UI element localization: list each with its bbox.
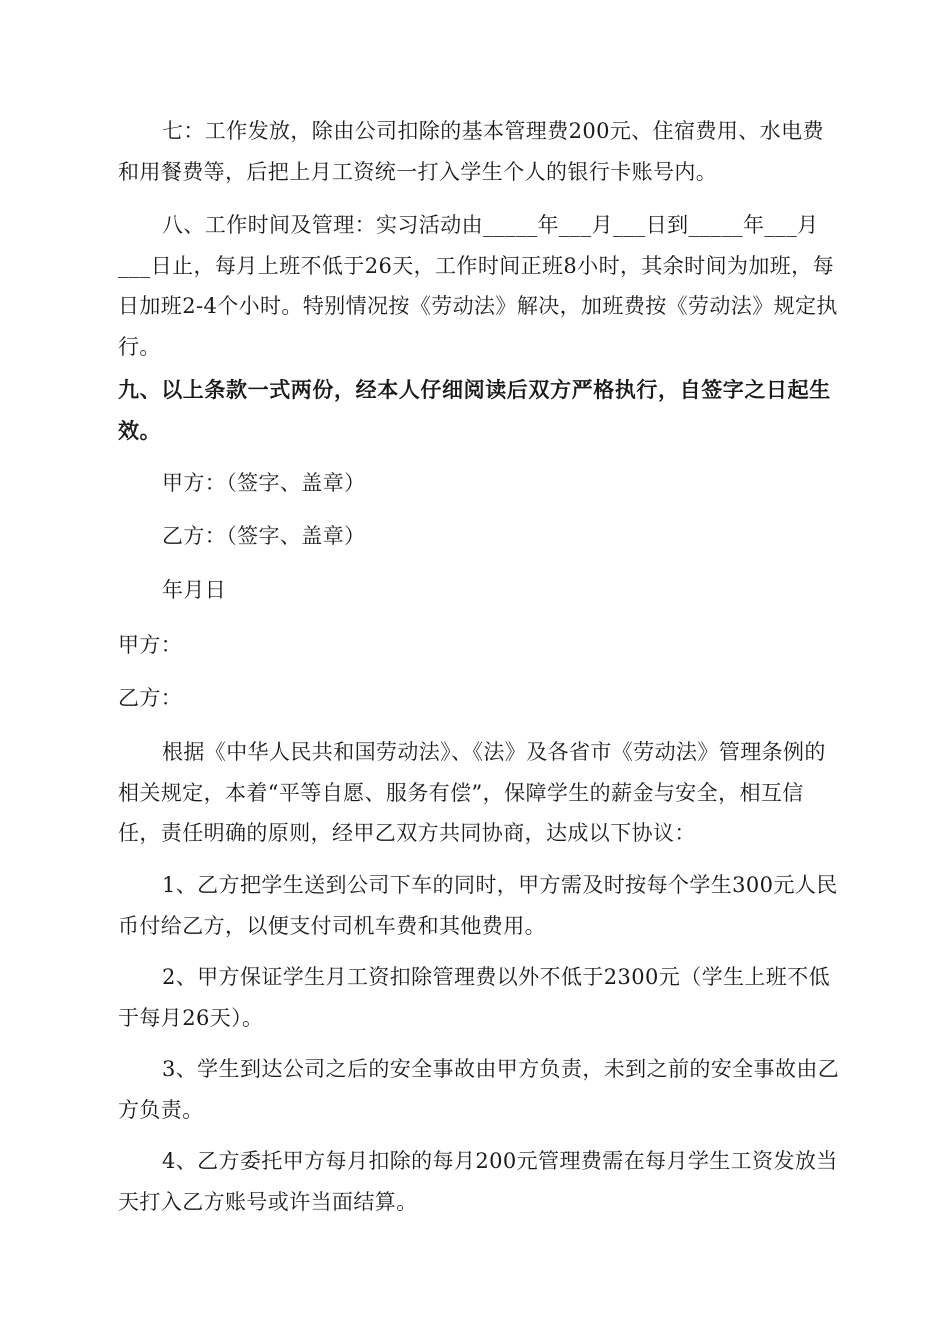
item-1-paragraph: 1、乙方把学生送到公司下车的同时，甲方需及时按每个学生300元人民币付给乙方，以便支付司机车费和其他费用。 [118, 873, 838, 938]
clause-9-heading: 九、以上条款一式两份，经本人仔细阅读后双方严格执行，自签字之日起生效。 [118, 378, 831, 443]
date-line: 年月日 [162, 578, 227, 602]
item-2-paragraph: 2、甲方保证学生月工资扣除管理费以外不低于2300元（学生上班不低于每月26天）。 [118, 965, 831, 1030]
party-b-signature-line: 乙方：（签字、盖章） [162, 524, 366, 548]
preamble-paragraph: 根据《中华人民共和国劳动法》、《法》及各省市《劳动法》管理条例的相关规定，本着“平等自愿、服务有偿”，保障学生的薪金与安全，相互信任，责任明确的原则，经甲乙双方共同协商，达成以下协议： [118, 740, 826, 845]
party-a-label: 甲方： [118, 633, 183, 657]
party-b-label: 乙方： [118, 686, 183, 710]
party-a-signature-line: 甲方：（签字、盖章） [162, 471, 366, 495]
item-3-paragraph: 3、学生到达公司之后的安全事故由甲方负责，未到之前的安全事故由乙方负责。 [118, 1057, 840, 1122]
clause-7-paragraph: 七：工作发放，除由公司扣除的基本管理费200元、住宿费用、水电费和用餐费等，后把上月工资统一打入学生个人的银行卡账号内。 [118, 119, 824, 184]
item-4-paragraph: 4、乙方委托甲方每月扣除的每月200元管理费需在每月学生工资发放当天打入乙方账号或许当面结算。 [118, 1149, 838, 1214]
clause-8-paragraph: 八、工作时间及管理：实习活动由_____年___月___日到_____年___月___日止，每月上班不低于26天，工作时间正班8小时，其余时间为加班，每日加班2-4个小时。特别情况按《劳动法》解决，加班费按《劳动法》规定执行。 [118, 213, 838, 359]
